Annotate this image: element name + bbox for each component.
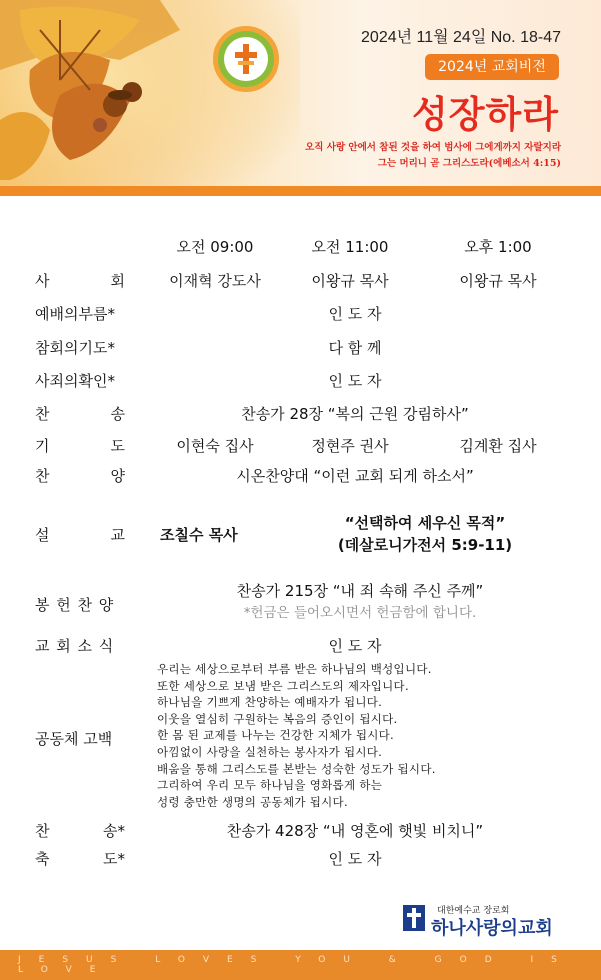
anthem-value: 시온찬양대 “이런 교회 되게 하소서” — [236, 467, 474, 485]
sermon-title: “선택하여 세우신 목적” — [344, 514, 506, 532]
confession-line: 성령 충만한 생명의 공동체가 됩시다. — [157, 794, 348, 809]
service-time-2: 오전 11:00 — [311, 238, 389, 256]
presider-2: 이왕규 목사 — [311, 272, 389, 290]
church-denomination: 대한예수교 장로회 — [437, 906, 510, 916]
church-emblem-logo — [213, 26, 279, 92]
repentance-prayer-value: 다 함 께 — [328, 339, 382, 357]
confession-label: 공동체 고백 — [35, 730, 113, 748]
cross-icon — [224, 37, 268, 81]
church-logo — [403, 903, 573, 939]
verse-line-1: 오직 사랑 안에서 참된 것을 하여 범사에 그에게까지 자랄지라 — [305, 142, 561, 153]
benediction-label: 축 도* — [35, 850, 125, 868]
prayer-1: 이현숙 집사 — [176, 437, 254, 455]
bulletin-date: 2024년 11월 24일 No. 18-47 — [361, 29, 561, 46]
prayer-2: 정현주 권사 — [311, 437, 389, 455]
hymn-value: 찬송가 28장 “복의 근원 강림하사” — [241, 405, 469, 423]
header-divider — [0, 186, 601, 196]
service-time-1: 오전 09:00 — [176, 238, 254, 256]
vision-verse — [305, 140, 561, 172]
prayer-3: 김계환 집사 — [459, 437, 537, 455]
confession-line: 배움을 통해 그리스도를 본받는 성숙한 성도가 됩시다. — [157, 761, 436, 776]
verse-line-2: 그는 머리니 곧 그리스도라(에베소서 4:15) — [377, 158, 561, 169]
presider-3: 이왕규 목사 — [459, 272, 537, 290]
closing-hymn-label: 찬 송* — [35, 822, 125, 840]
sermon-scripture: (데살로니가전서 5:9-11) — [337, 536, 513, 554]
sermon-title-block — [300, 512, 550, 556]
offering-label: 봉 헌 찬 양 — [35, 596, 115, 614]
absolution-value: 인 도 자 — [328, 372, 382, 390]
confession-line: 하나님을 기쁘게 찬양하는 예배자가 됩니다. — [157, 695, 383, 710]
confession-line: 이웃을 열심히 구원하는 복음의 증인이 됩시다. — [157, 711, 398, 726]
vision-badge: 2024년 교회비전 — [425, 54, 559, 80]
anthem-label: 찬 양 — [35, 467, 125, 485]
sermon-preacher: 조칠수 목사 — [160, 526, 238, 544]
offering-hymn: 찬송가 215장 “내 죄 속해 주신 주께” — [236, 582, 484, 600]
confession-text — [157, 661, 436, 810]
benediction-value: 인 도 자 — [328, 850, 382, 868]
presider-label: 사 회 — [35, 272, 125, 290]
confession-line: 또한 세상으로 보냄 받은 그리스도의 제자입니다. — [157, 678, 409, 693]
confession-line: 아낌없이 사랑을 실천하는 봉사자가 됩시다. — [157, 744, 383, 759]
church-cross-icon — [403, 903, 427, 933]
absolution-label: 사죄의확인* — [35, 372, 115, 390]
confession-line: 그리하여 우리 모두 하나님을 영화롭게 하는 — [157, 778, 383, 793]
prayer-label: 기 도 — [35, 437, 125, 455]
call-to-worship-label: 예배의부름* — [35, 305, 115, 323]
announcements-label: 교 회 소 식 — [35, 637, 115, 655]
call-to-worship-value: 인 도 자 — [328, 305, 382, 323]
offering-block — [150, 580, 570, 624]
footer-text: JESUS LOVES YOU & GOD IS LOVE — [18, 955, 575, 975]
sermon-label: 설 교 — [35, 526, 125, 544]
church-name: 하나사랑의교회 — [431, 918, 553, 939]
footer-bar — [0, 950, 601, 980]
confession-line: 우리는 세상으로부터 부름 받은 하나님의 백성입니다. — [157, 662, 432, 676]
hymn-label: 찬 송 — [35, 405, 125, 423]
vision-slogan: 성장하라 — [412, 93, 559, 136]
confession-line: 한 몸 된 교제를 나누는 건강한 지체가 됩시다. — [157, 728, 395, 743]
announcements-value: 인 도 자 — [328, 637, 382, 655]
header-banner — [0, 0, 601, 186]
closing-hymn-value: 찬송가 428장 “내 영혼에 햇빛 비치니” — [226, 822, 484, 840]
repentance-prayer-label: 참회의기도* — [35, 339, 115, 357]
service-time-3: 오후 1:00 — [464, 238, 532, 256]
offering-note: *헌금은 들어오시면서 헌금함에 합니다. — [243, 605, 477, 621]
presider-1: 이재혁 강도사 — [169, 272, 261, 290]
